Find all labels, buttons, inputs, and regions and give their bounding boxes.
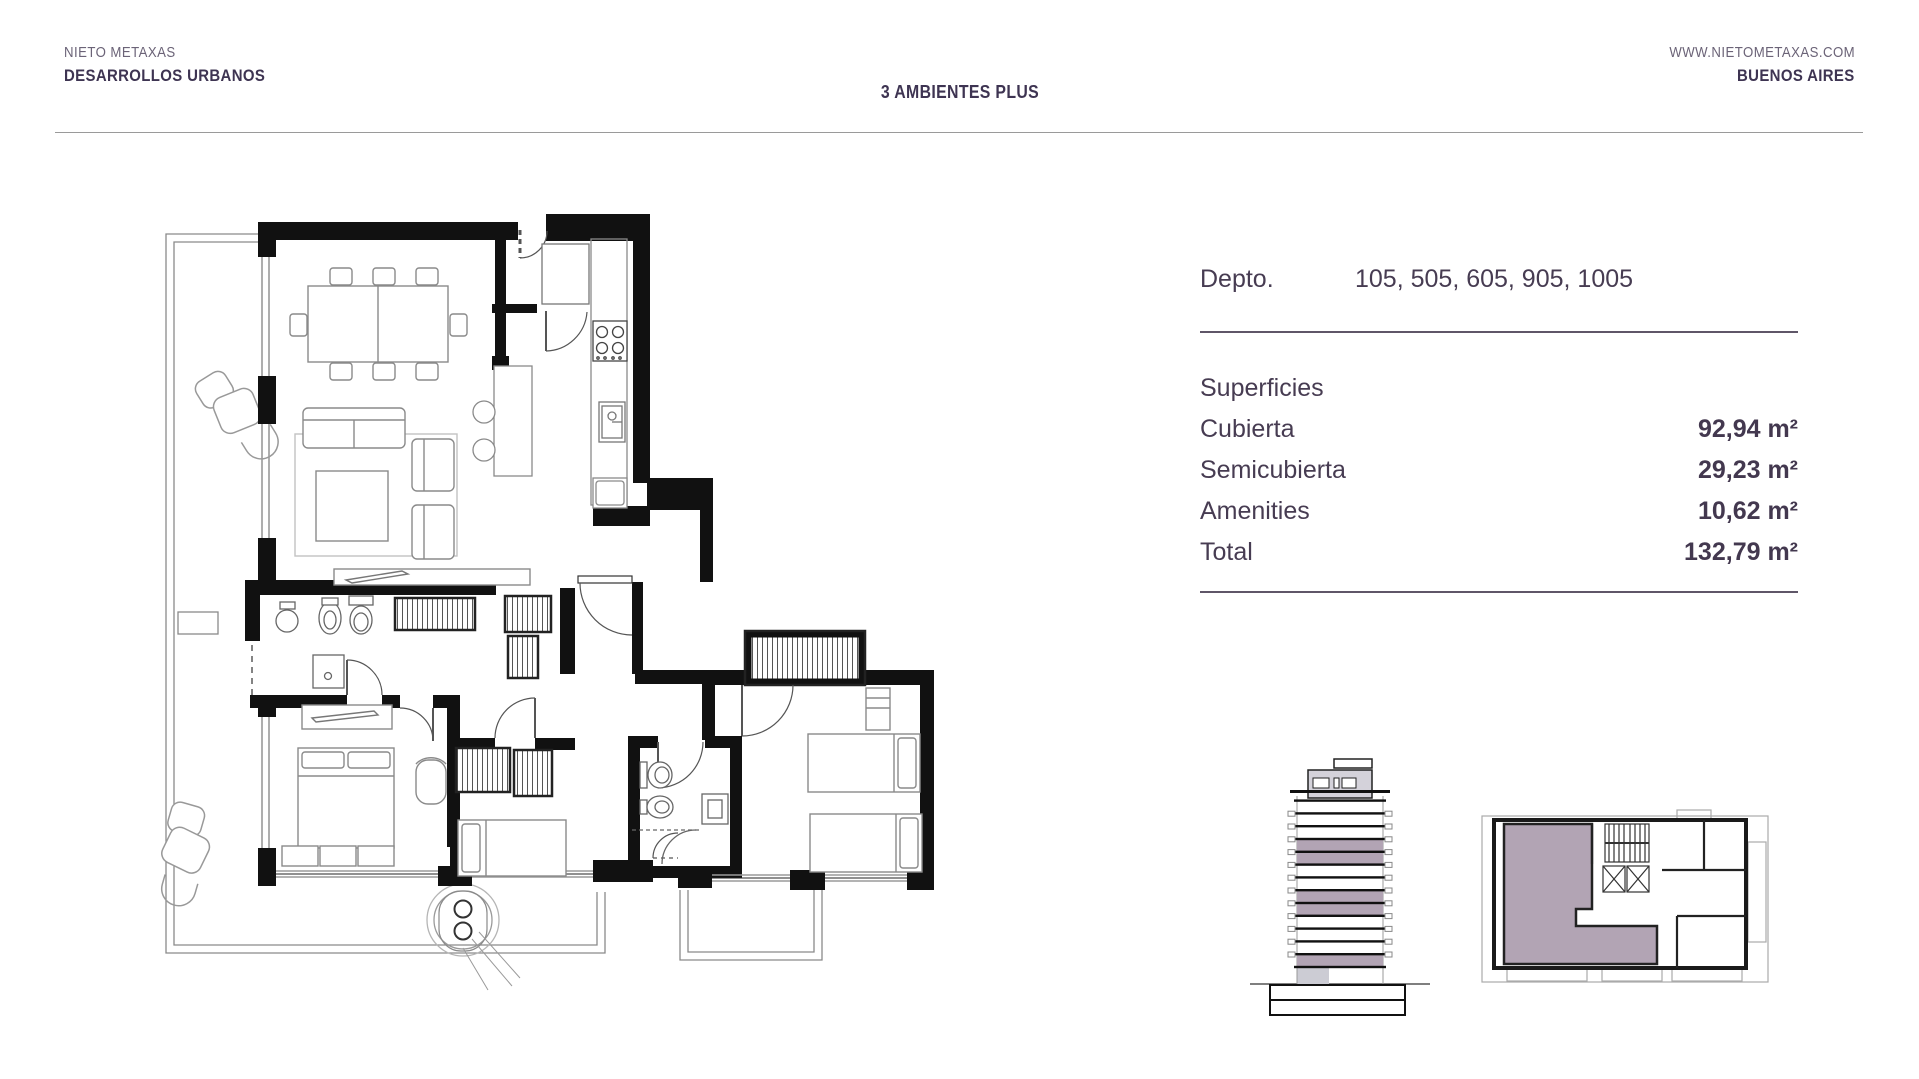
bathroom2-fixtures (632, 762, 728, 864)
divider-bottom (1200, 591, 1798, 593)
row-label: Amenities (1200, 497, 1310, 525)
toilet-tank (349, 596, 373, 605)
depto-numbers: 105, 505, 605, 905, 1005 (1355, 265, 1634, 293)
balcony-jacuzzi (427, 884, 520, 990)
armchair (412, 505, 454, 559)
dining-set (290, 268, 467, 380)
bedroom1-furniture (282, 705, 446, 866)
superficies-title-row (1200, 368, 1798, 409)
chair (416, 760, 446, 804)
ground-floor (1297, 968, 1329, 984)
bar-stool (473, 401, 495, 423)
header-divider (55, 132, 1863, 133)
planter (178, 612, 218, 634)
pillow (900, 818, 918, 868)
bench (282, 846, 318, 866)
kitchen-sink (599, 402, 625, 442)
bathroom1-fixtures (276, 596, 373, 688)
bench (320, 846, 356, 866)
superficies-table (1200, 368, 1798, 573)
kitchen-island (494, 366, 532, 476)
kitchen-counter (591, 239, 627, 505)
city-label: BUENOS AIRES (1737, 66, 1855, 86)
row-label: Total (1200, 538, 1253, 566)
armchair (412, 439, 454, 491)
row-label: Semicubierta (1200, 456, 1346, 484)
row-label: Cubierta (1200, 415, 1295, 443)
vanity (313, 655, 344, 688)
apartment-floor-plan (150, 208, 950, 1008)
washbasin (276, 610, 298, 632)
depto-label: Depto. (1200, 265, 1274, 293)
nightstand (866, 688, 890, 730)
row-value: 10,62 m² (1697, 497, 1798, 525)
website-url: WWW.NIETOMETAXAS.COM (1669, 44, 1855, 61)
bedroom3-furniture (808, 688, 922, 872)
pillow (462, 824, 480, 872)
row-value: 92,94 m² (1697, 415, 1798, 443)
toilet-tank (640, 762, 647, 788)
coffee-table (316, 471, 388, 541)
kitchen-appliance (593, 478, 627, 508)
pillow (898, 738, 916, 788)
elevation-penthouse (1290, 759, 1390, 798)
building-elevation (1250, 746, 1430, 1026)
site-block (1644, 42, 1855, 89)
terrace-lounge-chairs (150, 360, 287, 911)
floor-key-plan (1472, 804, 1777, 994)
stove (593, 321, 627, 361)
table-row (1200, 491, 1798, 532)
elevation-floors (1288, 799, 1392, 968)
pillow (302, 752, 344, 768)
brand-name: NIETO METAXAS (64, 44, 176, 61)
table-row (1200, 409, 1798, 450)
pillow (348, 752, 390, 768)
bar-stool (473, 439, 495, 461)
table-row (1200, 532, 1798, 573)
row-value: 132,79 m² (1684, 538, 1798, 566)
bedroom2-furniture (458, 820, 566, 876)
superficies-title: Superficies (1200, 374, 1324, 402)
page-title: 3 AMBIENTES PLUS (880, 82, 1039, 102)
brand-block (64, 42, 293, 89)
table-row (1200, 450, 1798, 491)
depto-row (1200, 265, 1798, 294)
row-value: 29,23 m² (1697, 456, 1798, 484)
brand-tagline: DESARROLLOS URBANOS (64, 66, 266, 86)
entry-closet (542, 244, 589, 304)
divider-top (1200, 331, 1798, 333)
bench (358, 846, 394, 866)
